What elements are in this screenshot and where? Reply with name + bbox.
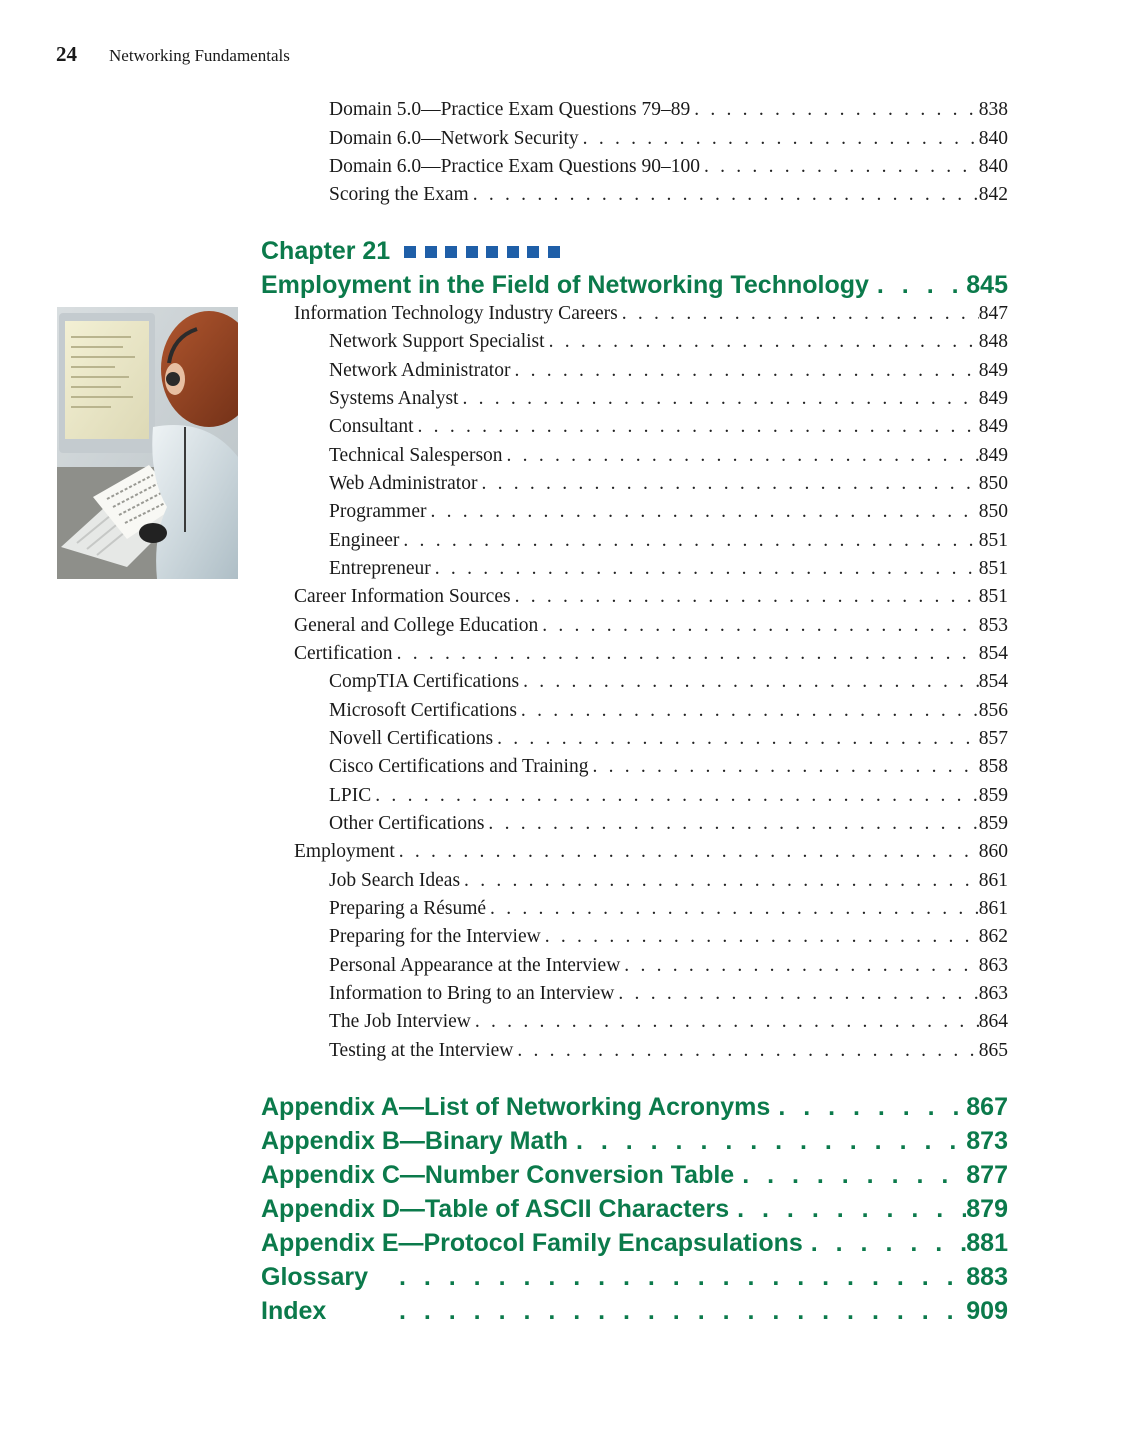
- toc-entry[interactable]: LPIC . . . 859: [329, 782, 1008, 810]
- book-title: Networking Fundamentals: [109, 46, 290, 65]
- toc-entry[interactable]: Information Technology Industry Careers . . . 847: [294, 300, 1008, 328]
- toc-entry[interactable]: Entrepreneur . . . 851: [329, 555, 1008, 583]
- toc-entry[interactable]: Consultant . . . 849: [329, 413, 1008, 441]
- chapter-label: Chapter 21: [261, 234, 560, 268]
- toc-entry[interactable]: Network Support Specialist . . . 848: [329, 328, 1008, 356]
- toc-entry[interactable]: Scoring the Exam . . . 842: [329, 181, 1008, 209]
- toc-entry[interactable]: Certification . . . 854: [294, 640, 1008, 668]
- page-number: 24: [56, 42, 77, 66]
- toc-entry[interactable]: Cisco Certifications and Training . . . 858: [329, 753, 1008, 781]
- appendix-entry[interactable]: Appendix B—Binary Math . . . 873: [261, 1124, 1008, 1158]
- toc-entry[interactable]: Domain 6.0—Network Security . . . 840: [329, 125, 1008, 153]
- toc-entry[interactable]: Novell Certifications . . . 857: [329, 725, 1008, 753]
- toc-entry[interactable]: Other Certifications . . . 859: [329, 810, 1008, 838]
- toc-entry[interactable]: Programmer . . . 850: [329, 498, 1008, 526]
- appendix-entry[interactable]: Appendix A—List of Networking Acronyms . . . 867: [261, 1090, 1008, 1124]
- toc-entry[interactable]: Personal Appearance at the Interview . . . 863: [329, 952, 1008, 980]
- toc-entry[interactable]: Preparing a Résumé . . . 861: [329, 895, 1008, 923]
- toc-entry[interactable]: Job Search Ideas . . . 861: [329, 867, 1008, 895]
- toc-entry[interactable]: Preparing for the Interview . . . 862: [329, 923, 1008, 951]
- toc-entry[interactable]: Career Information Sources . . . 851: [294, 583, 1008, 611]
- running-header: [56, 42, 290, 72]
- toc-entry[interactable]: CompTIA Certifications . . . 854: [329, 668, 1008, 696]
- toc-entry[interactable]: Microsoft Certifications . . . 856: [329, 697, 1008, 725]
- toc-entry[interactable]: Web Administrator . . . 850: [329, 470, 1008, 498]
- toc-entry[interactable]: Engineer . . . 851: [329, 527, 1008, 555]
- person-at-computer-photo: [57, 307, 238, 579]
- glossary-entry[interactable]: Glossary . . . 883: [261, 1260, 1008, 1294]
- index-entry[interactable]: Index . . . 909: [261, 1294, 1008, 1328]
- toc-entry[interactable]: Network Administrator . . . 849: [329, 357, 1008, 385]
- toc-entry[interactable]: General and College Education . . . 853: [294, 612, 1008, 640]
- toc-entry[interactable]: Domain 5.0—Practice Exam Questions 79–89 . . . 838: [329, 96, 1008, 124]
- decorative-squares: [404, 246, 560, 258]
- toc-entry[interactable]: Domain 6.0—Practice Exam Questions 90–100 . . . 840: [329, 153, 1008, 181]
- chapter-title-entry[interactable]: Employment in the Field of Networking Technology . . . 845: [261, 268, 1008, 302]
- appendix-entry[interactable]: Appendix E—Protocol Family Encapsulations . . . 881: [261, 1226, 1008, 1260]
- toc-entry[interactable]: Information to Bring to an Interview . . . 863: [329, 980, 1008, 1008]
- appendix-entry[interactable]: Appendix D—Table of ASCII Characters . . . 879: [261, 1192, 1008, 1226]
- toc-entry[interactable]: Employment . . . 860: [294, 838, 1008, 866]
- toc-entry[interactable]: The Job Interview . . . 864: [329, 1008, 1008, 1036]
- appendix-entry[interactable]: Appendix C—Number Conversion Table . . . 877: [261, 1158, 1008, 1192]
- toc-entry[interactable]: Technical Salesperson . . . 849: [329, 442, 1008, 470]
- toc-entry[interactable]: Testing at the Interview . . . 865: [329, 1037, 1008, 1065]
- toc-entry[interactable]: Systems Analyst . . . 849: [329, 385, 1008, 413]
